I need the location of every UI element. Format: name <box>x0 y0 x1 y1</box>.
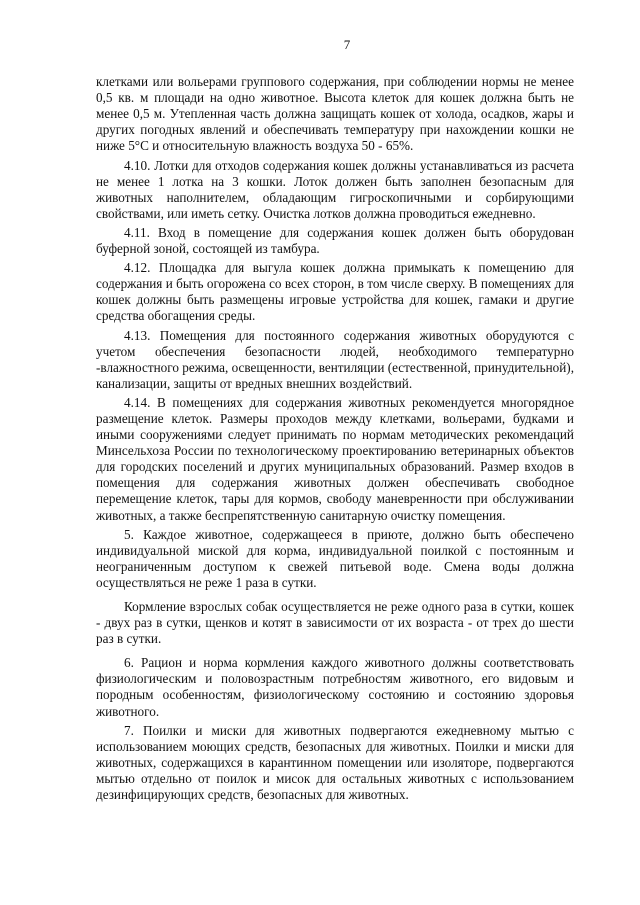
paragraph-5-bowls-water: 5. Каждое животное, содержащееся в приюте, должно быть обеспечено индивидуальной миской для корма, индивидуальной поилкой с постоянным и неограниченным доступом к свежей питьевой воде. Смена воды должна осуществляться не реже 1 раза в сутки. <box>96 526 574 590</box>
paragraph-4-14-cage-placement: 4.14. В помещениях для содержания животных рекомендуется многорядное размещение клеток. Размеры проходов между клетками, вольерами, будками и иными сооружениями следует принимать по нормам методических рекомендаций Минсельхоза России по технологическому проектированию ветеринарных объектов для городских поселений и других муниципальных образований. Размер входов в помещения для содержания животных должен обеспечивать свободное перемещение клеток, тары для кормов, свободу маневренности при обслуживании животных, а также беспрепятственную санитарную очистку помещения. <box>96 394 574 523</box>
paragraph-6-diet: 6. Рацион и норма кормления каждого животного должны соответствовать физиологическим и половозрастным потребностям животного, его видовым и породным особенностям, физиологическому состоянию и состоянию здоровья животного. <box>96 655 574 719</box>
paragraph-7-washing: 7. Поилки и миски для животных подвергаются ежедневному мытью с использованием моющих средств, безопасных для животных. Поилки и миски для животных, содержащихся в карантинном помещении или изоляторе, подвергаются мытью отдельно от поилок и мисок для остальных животных с использованием дезинфицирующих средств, безопасных для животных. <box>96 722 574 803</box>
paragraph-4-12-walking-area: 4.12. Площадка для выгула кошек должна примыкать к помещению для содержания и быть огорожена со всех сторон, в том числе сверху. В помещениях для кошек должны быть размещены игровые устройства для кошек, гамаки и другие средства обогащения среды. <box>96 260 574 324</box>
paragraph-4-13-permanent-housing: 4.13. Помещения для постоянного содержания животных оборудуются с учетом обеспечения безопасности людей, необходимого температурно -влажностного режима, освещенности, вентиляции (естественной, принудительной), канализации, защиты от вредных внешних воздействий. <box>96 327 574 391</box>
page-number: 7 <box>343 37 351 52</box>
paragraph-enclosures: клетками или вольерами группового содержания, при соблюдении нормы не менее 0,5 кв. м площади на одно животное. Высота клеток для кошек должна быть не менее 0,5 м. Утепленная часть должна защищать кошек от холода, осадков, жары и других погодных явлений и обеспечивать температуру при нахождении кошки не ниже 5°С и относительную влажность воздуха 50 - 65%. <box>96 74 574 154</box>
paragraph-feeding-frequency: Кормление взрослых собак осуществляется не реже одного раза в сутки, кошек - двух раз в сутки, щенков и котят в зависимости от их возраста - от трех до шести раз в сутки. <box>96 599 574 647</box>
paragraph-4-11-buffer-zone: 4.11. Вход в помещение для содержания кошек должен быть оборудован буферной зоной, состоящей из тамбура. <box>96 224 574 257</box>
paragraph-4-10-litter-trays: 4.10. Лотки для отходов содержания кошек должны устанавливаться из расчета не менее 1 лотка на 3 кошки. Лоток должен быть заполнен безопасным для животных наполнителем, обладающим гигроскопичными и сорбирующими свойствами, или иметь сетку. Очистка лотков должна проводиться ежедневно. <box>96 157 574 221</box>
